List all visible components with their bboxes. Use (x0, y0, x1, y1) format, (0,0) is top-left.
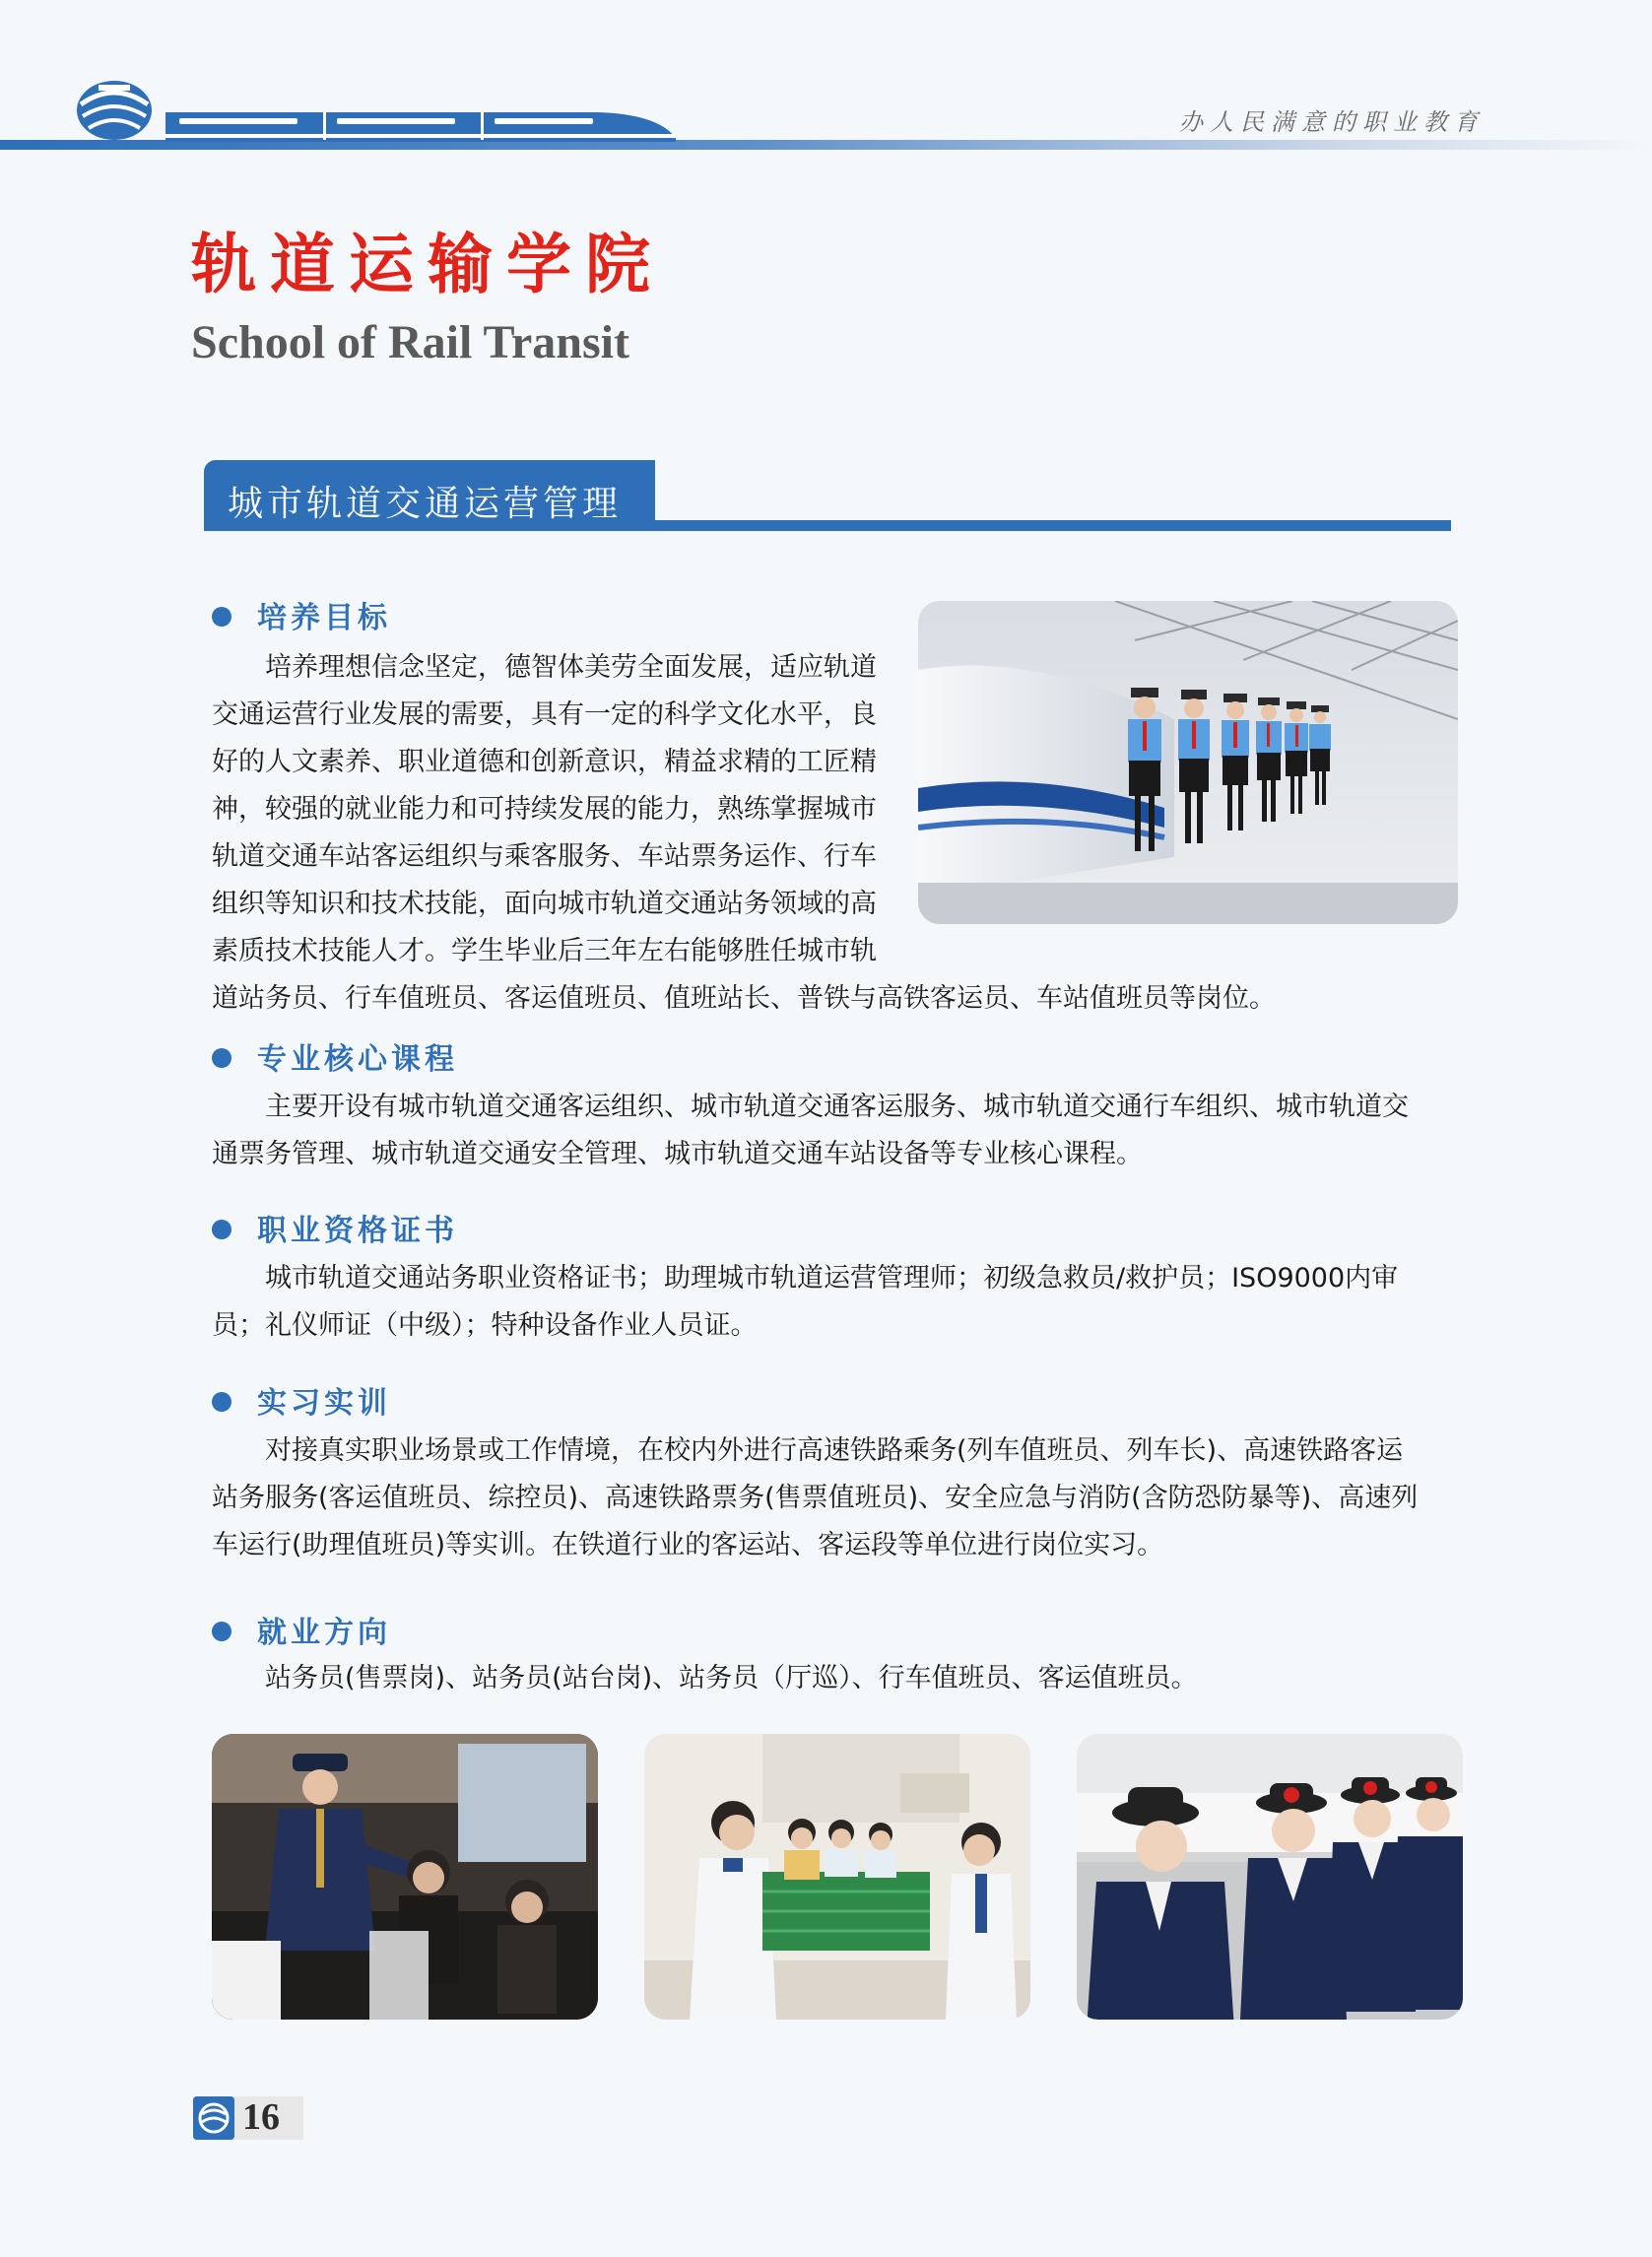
goal-line: 组织等知识和技术技能，面向城市轨道交通站务领域的高 (212, 889, 877, 919)
training-heading-text: 实习实训 (257, 1386, 391, 1421)
courses-heading-text: 专业核心课程 (257, 1042, 458, 1077)
page-title: 轨道运输学院 (191, 227, 664, 302)
page-number: 16 (242, 2096, 280, 2138)
training-line-text: 对接真实职业场景或工作情境，在校内外进行高速铁路乘务(列车值班员、列车长)、高速铁路客运 (265, 1435, 1404, 1466)
bullet-icon (212, 1622, 231, 1641)
uniformed-staff-photo (1077, 1734, 1463, 2020)
certs-paragraph (212, 1255, 1461, 1350)
careers-paragraph (212, 1655, 1461, 1702)
careers-line (212, 1655, 1461, 1702)
careers-heading (212, 1608, 391, 1651)
goal-line: 轨道交通车站客运组织与乘客服务、车站票务运作、行车 (212, 841, 877, 872)
training-line: 车运行(助理值班员)等实训。在铁道行业的客运站、客运段等单位进行岗位实习。 (212, 1530, 1164, 1560)
certs-heading-text: 职业资格证书 (257, 1214, 458, 1248)
training-heading (212, 1378, 391, 1422)
bullet-icon (212, 1392, 231, 1412)
certs-line: 员；礼仪师证（中级）；特种设备作业人员证。 (212, 1310, 758, 1341)
training-paragraph (212, 1427, 1461, 1569)
goal-paragraph (212, 644, 1276, 1023)
courses-line-text: 主要开设有城市轨道交通客运组织、城市轨道交通客运服务、城市轨道交通行车组织、城市轨道交 (265, 1092, 1409, 1122)
school-logo-icon (75, 75, 154, 142)
page-subtitle: School of Rail Transit (191, 316, 629, 368)
page-header (0, 0, 1652, 158)
training-line (212, 1427, 1461, 1475)
school-logo-icon (193, 2096, 234, 2140)
goal-heading-text: 培养目标 (257, 601, 391, 635)
training-line: 站务服务(客运值班员、综控员)、高速铁路票务(售票值班员)、安全应急与消防(含防恐防暴等)、高速列 (212, 1483, 1419, 1513)
careers-line-text: 站务员(售票岗)、站务员(站台岗)、站务员（厅巡）、行车值班员、客运值班员。 (265, 1663, 1198, 1693)
certs-line (212, 1255, 1461, 1302)
goal-line: 神，较强的就业能力和可持续发展的能力，熟练掌握城市 (212, 794, 877, 825)
certs-line-text: 城市轨道交通站务职业资格证书；助理城市轨道运营管理师；初级急救员/救护员；ISO9000内审 (265, 1263, 1399, 1294)
goal-line-text: 培养理想信念坚定，德智体美劳全面发展，适应轨道 (265, 652, 877, 683)
courses-line: 通票务管理、城市轨道交通安全管理、城市轨道交通车站设备等专业核心课程。 (212, 1139, 1143, 1169)
train-illustration-icon (165, 108, 678, 144)
bullet-icon (212, 1220, 231, 1239)
goal-line: 素质技术技能人才。学生毕业后三年左右能够胜任城市轨 (212, 936, 877, 966)
section-header (204, 460, 655, 531)
goal-line: 交通运营行业发展的需要，具有一定的科学文化水平，良 (212, 699, 877, 730)
goal-line: 道站务员、行车值班员、客运值班员、值班站长、普铁与高铁客运员、车站值班员等岗位。 (212, 983, 1276, 1014)
cabin-service-photo (212, 1734, 598, 2020)
courses-line (212, 1084, 1461, 1131)
header-slogan: 办人民满意的职业教育 (1179, 108, 1485, 136)
train-staff-photo (918, 601, 1458, 924)
courses-paragraph (212, 1084, 1461, 1178)
section-title: 城市轨道交通运营管理 (228, 484, 623, 524)
courses-heading (212, 1034, 458, 1078)
bullet-icon (212, 1048, 231, 1068)
goal-line (212, 644, 911, 692)
page-number-box (193, 2096, 303, 2140)
goal-heading (212, 593, 391, 636)
careers-heading-text: 就业方向 (257, 1616, 391, 1650)
training-desk-photo (644, 1734, 1030, 2020)
certs-heading (212, 1206, 458, 1249)
goal-line: 好的人文素养、职业道德和创新意识，精益求精的工匠精 (212, 747, 877, 777)
bullet-icon (212, 607, 231, 627)
